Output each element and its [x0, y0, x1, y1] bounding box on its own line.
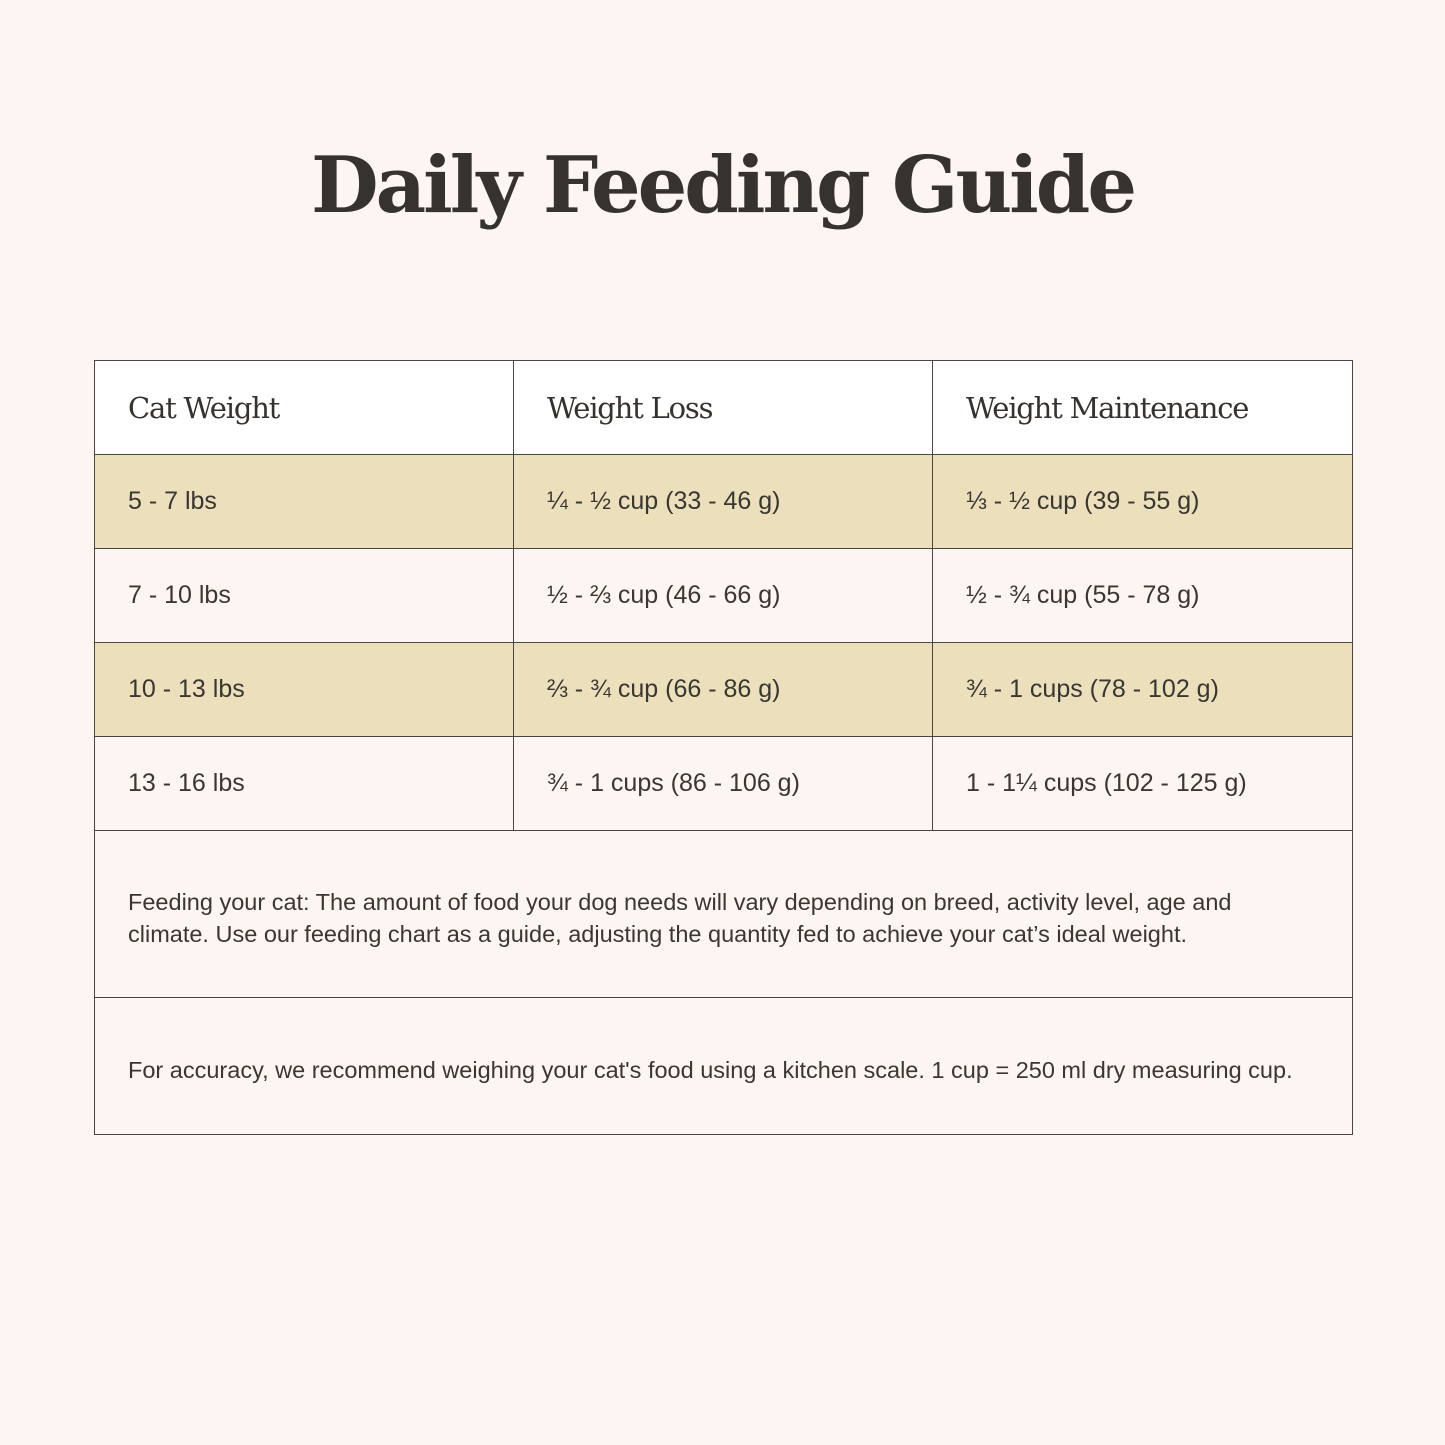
weight-loss-cell: ⅔ - ¾ cup (66 - 86 g) — [514, 643, 933, 737]
table-row — [95, 737, 1353, 831]
header-cat-weight: Cat Weight — [95, 361, 514, 455]
cat-weight-cell: 10 - 13 lbs — [95, 643, 514, 737]
page-title: Daily Feeding Guide — [311, 140, 1134, 232]
table-row — [95, 549, 1353, 643]
weight-loss-cell: ¼ - ½ cup (33 - 46 g) — [514, 455, 933, 549]
weight-loss-cell: ¾ - 1 cups (86 - 106 g) — [514, 737, 933, 831]
feeding-guide-table — [94, 360, 1353, 1135]
weight-maintenance-cell: ⅓ - ½ cup (39 - 55 g) — [933, 455, 1353, 549]
feeding-note: Feeding your cat: The amount of food your dog needs will vary depending on breed, activity level, age and climate. Use our feeding chart as a guide, adjusting the quantity fed to achieve your cat’s ideal weight. — [95, 831, 1353, 998]
weight-loss-cell: ½ - ⅔ cup (46 - 66 g) — [514, 549, 933, 643]
cat-weight-cell: 5 - 7 lbs — [95, 455, 514, 549]
header-weight-loss: Weight Loss — [514, 361, 933, 455]
accuracy-note-row — [95, 998, 1353, 1135]
weight-maintenance-cell: 1 - 1¼ cups (102 - 125 g) — [933, 737, 1353, 831]
feeding-note-row — [95, 831, 1353, 998]
cat-weight-cell: 13 - 16 lbs — [95, 737, 514, 831]
weight-maintenance-cell: ¾ - 1 cups (78 - 102 g) — [933, 643, 1353, 737]
cat-weight-cell: 7 - 10 lbs — [95, 549, 514, 643]
table-row — [95, 643, 1353, 737]
weight-maintenance-cell: ½ - ¾ cup (55 - 78 g) — [933, 549, 1353, 643]
header-weight-maintenance: Weight Maintenance — [933, 361, 1353, 455]
table-row — [95, 455, 1353, 549]
accuracy-note: For accuracy, we recommend weighing your cat's food using a kitchen scale. 1 cup = 250 ml dry measuring cup. — [95, 998, 1353, 1135]
table-header-row — [95, 361, 1353, 455]
